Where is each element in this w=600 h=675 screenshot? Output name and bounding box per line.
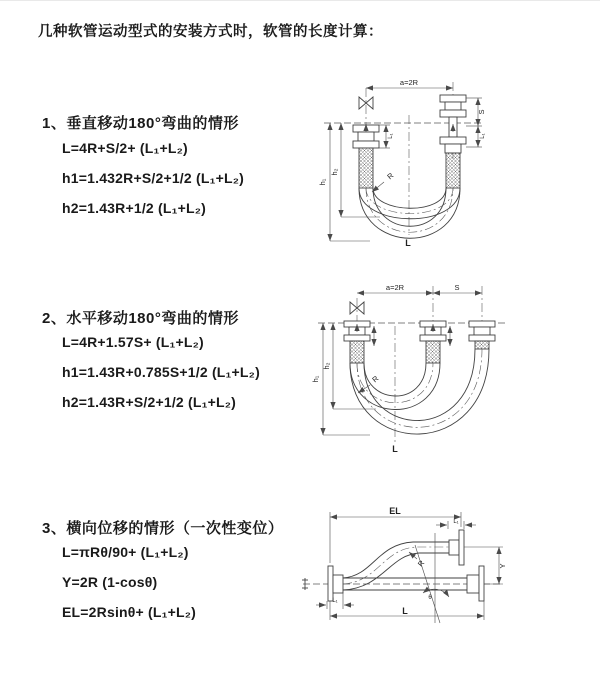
- dim-label-r: R: [370, 373, 381, 385]
- dim-label-a2r: a=2R: [399, 78, 419, 87]
- left-flange: [328, 566, 343, 601]
- dim-label-r: R: [415, 558, 427, 569]
- lower-right-flange: [467, 566, 484, 601]
- right-pipe-flange: [469, 321, 495, 349]
- right-pipe-flange: [440, 95, 466, 188]
- section-2-formula-h1: h1=1.43R+0.785S+1/2 (L₁+L₂): [62, 364, 260, 380]
- dimension-l-bottom: [330, 601, 484, 620]
- braided-hose-section: [359, 148, 373, 188]
- centerlines: [318, 286, 505, 443]
- dim-label-r: R: [385, 170, 396, 182]
- hose-u-bends: [350, 349, 489, 434]
- dimension-l1-left: [379, 125, 394, 148]
- dimension-el: [330, 506, 461, 563]
- dimension-s-right: [466, 98, 486, 147]
- dim-label-l: L: [405, 238, 411, 248]
- dim-label-el: EL: [389, 506, 401, 516]
- horizontal-movement-bend-diagram: [310, 278, 590, 468]
- section-2-formula-L: L=4R+1.57S+ (L₁+L₂): [62, 334, 204, 350]
- section-1-formula-L: L=4R+S/2+ (L₁+L₂): [62, 140, 188, 156]
- dim-label-y: Y: [498, 563, 507, 569]
- section-2-heading: 2、水平移动180°弯曲的情形: [42, 310, 239, 327]
- dim-label-l1-top: L₁: [453, 519, 459, 525]
- dimension-a2r-s: [357, 283, 482, 293]
- s-curve-hose: [343, 542, 449, 590]
- section-1-formula-h1: h1=1.432R+S/2+1/2 (L₁+L₂): [62, 170, 244, 186]
- dimension-h1-h2: [318, 123, 453, 241]
- section-3-formula-L: L=πRθ/90+ (L₁+L₂): [62, 544, 189, 560]
- dim-label-h2: h₂: [330, 168, 339, 176]
- upper-right-flange: [449, 530, 464, 565]
- dim-label-s: S: [477, 109, 486, 115]
- dim-label-l: L: [402, 606, 408, 616]
- dim-label-h2: h₂: [322, 362, 331, 370]
- vertical-movement-bend-diagram: [312, 70, 592, 255]
- lateral-displacement-diagram: [297, 503, 597, 643]
- dimension-a2r: [366, 78, 453, 88]
- dim-label-theta: θ: [428, 595, 432, 601]
- dim-label-l: L: [392, 444, 398, 454]
- page-top-edge: [0, 0, 600, 1]
- section-1-heading: 1、垂直移动180°弯曲的情形: [42, 115, 239, 132]
- dimension-l1-top: [436, 519, 476, 529]
- braided-hose-section: [446, 153, 460, 188]
- left-pipe-flange: [353, 125, 379, 188]
- section-3-heading: 3、横向位移的情形（一次性变位）: [42, 520, 284, 537]
- section-3-formula-Y: Y=2R (1-cosθ): [62, 574, 158, 590]
- dim-label-a2r: a=2R: [385, 283, 405, 292]
- section-3-formula-EL: EL=2Rsinθ+ (L₁+L₂): [62, 604, 197, 620]
- page-title: 几种软管运动型式的安装方式时，软管的长度计算：: [38, 24, 383, 40]
- dim-label-h1: h₁: [311, 375, 320, 383]
- dim-label-l1: L₁: [388, 133, 394, 139]
- dim-label-l1-left: L₁: [332, 598, 338, 604]
- dim-label-h1: h₁: [318, 178, 327, 186]
- dimension-l1-left: [316, 593, 354, 609]
- dim-label-l1-right: L₁: [480, 133, 486, 139]
- section-2-formula-h2: h2=1.43R+S/2+1/2 (L₁+L₂): [62, 394, 237, 410]
- section-1-formula-h2: h2=1.43R+1/2 (L₁+L₂): [62, 200, 207, 216]
- dim-label-s: S: [454, 283, 460, 292]
- hose-u-bend: [359, 188, 460, 238]
- radius-callout: [372, 171, 396, 192]
